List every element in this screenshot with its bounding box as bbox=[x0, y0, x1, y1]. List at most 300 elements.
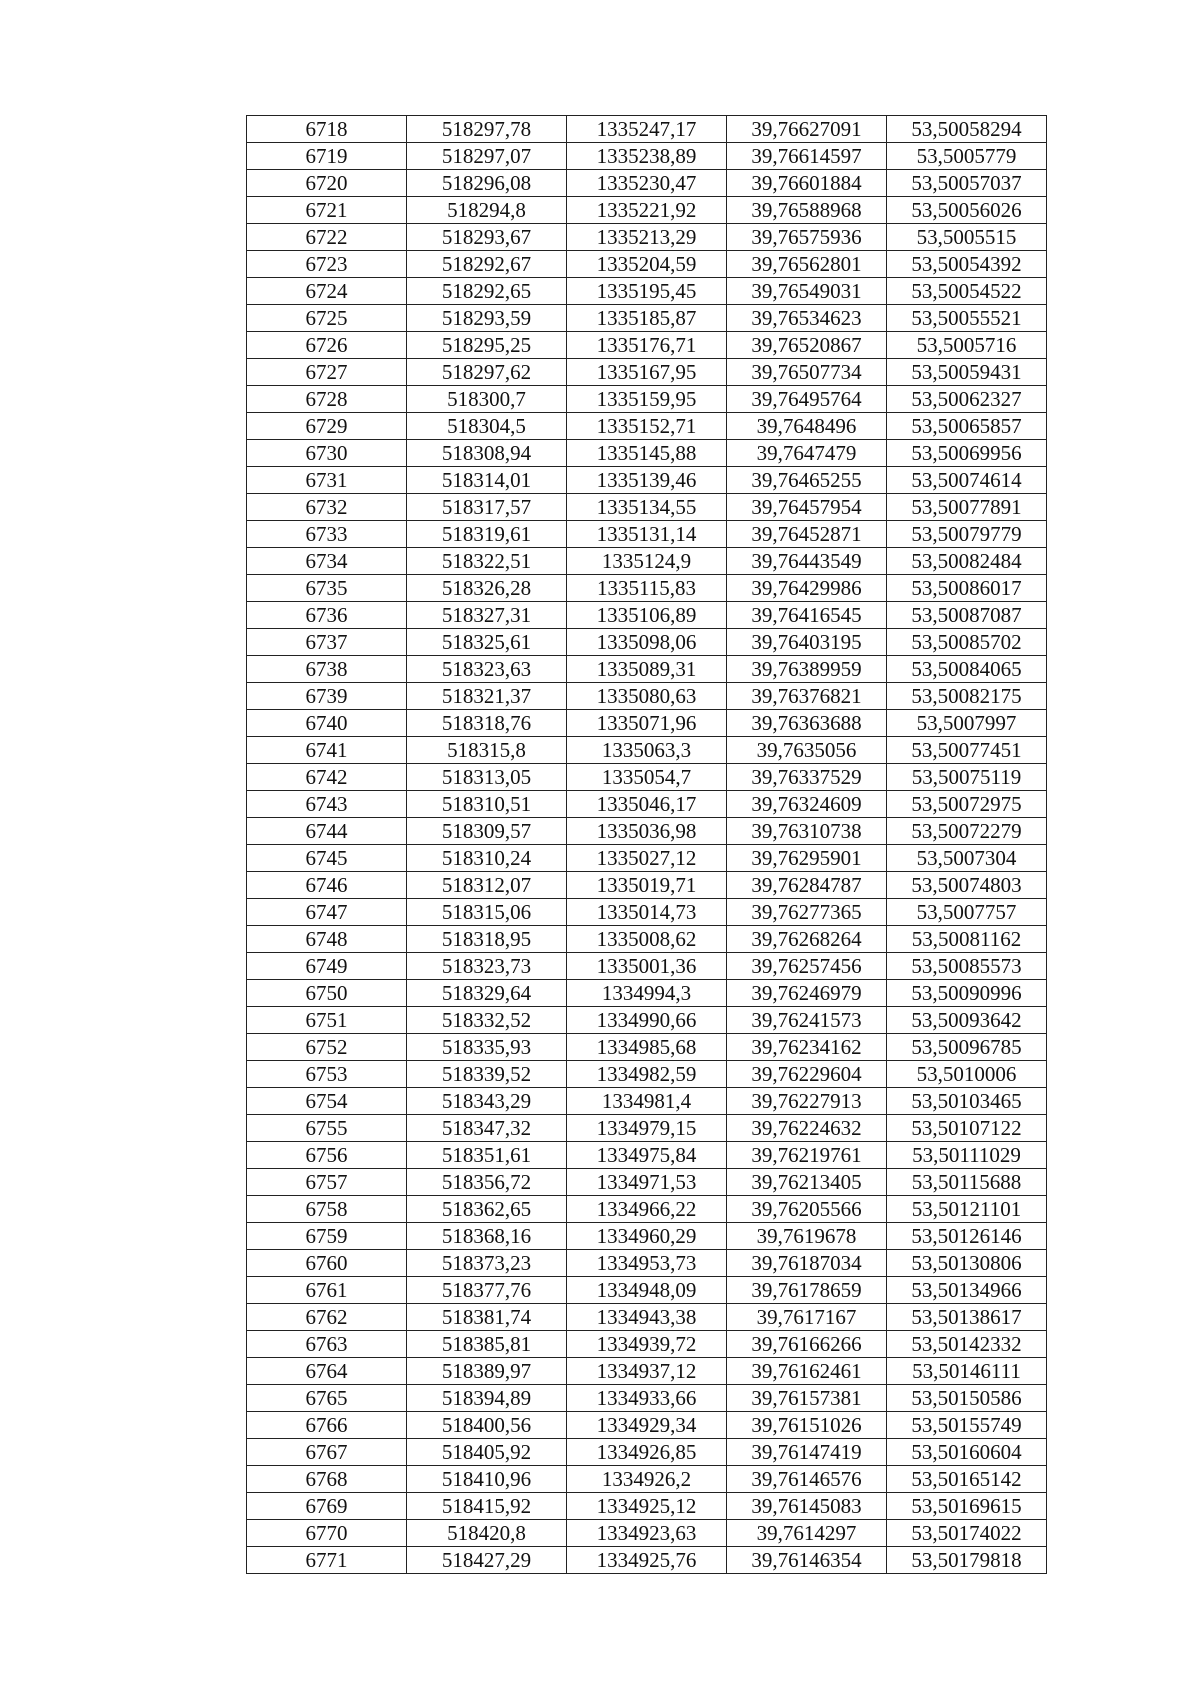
longitude-cell: 39,76310738 bbox=[727, 818, 887, 845]
y-coordinate-cell: 1334943,38 bbox=[567, 1304, 727, 1331]
table-row bbox=[247, 521, 1047, 548]
longitude-cell: 39,76146576 bbox=[727, 1466, 887, 1493]
x-coordinate-cell: 518335,93 bbox=[407, 1034, 567, 1061]
point-number-cell: 6741 bbox=[247, 737, 407, 764]
point-number-cell: 6748 bbox=[247, 926, 407, 953]
table-row bbox=[247, 359, 1047, 386]
point-number-cell: 6763 bbox=[247, 1331, 407, 1358]
table-row bbox=[247, 1142, 1047, 1169]
longitude-cell: 39,76588968 bbox=[727, 197, 887, 224]
coordinates-table-body bbox=[247, 116, 1047, 1574]
latitude-cell: 53,5005515 bbox=[887, 224, 1047, 251]
latitude-cell: 53,50155749 bbox=[887, 1412, 1047, 1439]
y-coordinate-cell: 1334925,12 bbox=[567, 1493, 727, 1520]
point-number-cell: 6758 bbox=[247, 1196, 407, 1223]
latitude-cell: 53,50115688 bbox=[887, 1169, 1047, 1196]
y-coordinate-cell: 1335098,06 bbox=[567, 629, 727, 656]
y-coordinate-cell: 1335134,55 bbox=[567, 494, 727, 521]
latitude-cell: 53,50090996 bbox=[887, 980, 1047, 1007]
x-coordinate-cell: 518294,8 bbox=[407, 197, 567, 224]
y-coordinate-cell: 1335213,29 bbox=[567, 224, 727, 251]
longitude-cell: 39,76457954 bbox=[727, 494, 887, 521]
x-coordinate-cell: 518310,24 bbox=[407, 845, 567, 872]
point-number-cell: 6732 bbox=[247, 494, 407, 521]
y-coordinate-cell: 1335063,3 bbox=[567, 737, 727, 764]
latitude-cell: 53,50077451 bbox=[887, 737, 1047, 764]
longitude-cell: 39,76146354 bbox=[727, 1547, 887, 1574]
latitude-cell: 53,50072975 bbox=[887, 791, 1047, 818]
y-coordinate-cell: 1335071,96 bbox=[567, 710, 727, 737]
table-row bbox=[247, 1547, 1047, 1574]
latitude-cell: 53,50085702 bbox=[887, 629, 1047, 656]
point-number-cell: 6767 bbox=[247, 1439, 407, 1466]
point-number-cell: 6729 bbox=[247, 413, 407, 440]
point-number-cell: 6761 bbox=[247, 1277, 407, 1304]
longitude-cell: 39,76241573 bbox=[727, 1007, 887, 1034]
table-row bbox=[247, 1520, 1047, 1547]
table-row bbox=[247, 1331, 1047, 1358]
table-row bbox=[247, 1088, 1047, 1115]
latitude-cell: 53,50054522 bbox=[887, 278, 1047, 305]
x-coordinate-cell: 518323,73 bbox=[407, 953, 567, 980]
x-coordinate-cell: 518322,51 bbox=[407, 548, 567, 575]
x-coordinate-cell: 518317,57 bbox=[407, 494, 567, 521]
table-row bbox=[247, 1223, 1047, 1250]
y-coordinate-cell: 1334982,59 bbox=[567, 1061, 727, 1088]
latitude-cell: 53,50121101 bbox=[887, 1196, 1047, 1223]
longitude-cell: 39,76416545 bbox=[727, 602, 887, 629]
point-number-cell: 6766 bbox=[247, 1412, 407, 1439]
y-coordinate-cell: 1334933,66 bbox=[567, 1385, 727, 1412]
table-row bbox=[247, 413, 1047, 440]
y-coordinate-cell: 1335247,17 bbox=[567, 116, 727, 143]
latitude-cell: 53,50174022 bbox=[887, 1520, 1047, 1547]
latitude-cell: 53,50079779 bbox=[887, 521, 1047, 548]
point-number-cell: 6743 bbox=[247, 791, 407, 818]
latitude-cell: 53,50069956 bbox=[887, 440, 1047, 467]
longitude-cell: 39,76562801 bbox=[727, 251, 887, 278]
point-number-cell: 6755 bbox=[247, 1115, 407, 1142]
table-row bbox=[247, 1250, 1047, 1277]
y-coordinate-cell: 1334994,3 bbox=[567, 980, 727, 1007]
x-coordinate-cell: 518296,08 bbox=[407, 170, 567, 197]
longitude-cell: 39,7619678 bbox=[727, 1223, 887, 1250]
y-coordinate-cell: 1335046,17 bbox=[567, 791, 727, 818]
latitude-cell: 53,5007757 bbox=[887, 899, 1047, 926]
latitude-cell: 53,50074614 bbox=[887, 467, 1047, 494]
x-coordinate-cell: 518308,94 bbox=[407, 440, 567, 467]
table-row bbox=[247, 1358, 1047, 1385]
y-coordinate-cell: 1335159,95 bbox=[567, 386, 727, 413]
latitude-cell: 53,50057037 bbox=[887, 170, 1047, 197]
latitude-cell: 53,50169615 bbox=[887, 1493, 1047, 1520]
latitude-cell: 53,50085573 bbox=[887, 953, 1047, 980]
longitude-cell: 39,76145083 bbox=[727, 1493, 887, 1520]
longitude-cell: 39,76162461 bbox=[727, 1358, 887, 1385]
x-coordinate-cell: 518362,65 bbox=[407, 1196, 567, 1223]
y-coordinate-cell: 1334975,84 bbox=[567, 1142, 727, 1169]
x-coordinate-cell: 518292,65 bbox=[407, 278, 567, 305]
table-row bbox=[247, 170, 1047, 197]
point-number-cell: 6726 bbox=[247, 332, 407, 359]
y-coordinate-cell: 1334926,2 bbox=[567, 1466, 727, 1493]
y-coordinate-cell: 1334925,76 bbox=[567, 1547, 727, 1574]
y-coordinate-cell: 1335221,92 bbox=[567, 197, 727, 224]
point-number-cell: 6724 bbox=[247, 278, 407, 305]
point-number-cell: 6770 bbox=[247, 1520, 407, 1547]
longitude-cell: 39,76429986 bbox=[727, 575, 887, 602]
point-number-cell: 6721 bbox=[247, 197, 407, 224]
x-coordinate-cell: 518385,81 bbox=[407, 1331, 567, 1358]
longitude-cell: 39,76268264 bbox=[727, 926, 887, 953]
y-coordinate-cell: 1334979,15 bbox=[567, 1115, 727, 1142]
point-number-cell: 6757 bbox=[247, 1169, 407, 1196]
latitude-cell: 53,50065857 bbox=[887, 413, 1047, 440]
x-coordinate-cell: 518309,57 bbox=[407, 818, 567, 845]
latitude-cell: 53,50093642 bbox=[887, 1007, 1047, 1034]
y-coordinate-cell: 1335131,14 bbox=[567, 521, 727, 548]
table-row bbox=[247, 305, 1047, 332]
table-row bbox=[247, 386, 1047, 413]
point-number-cell: 6718 bbox=[247, 116, 407, 143]
table-row bbox=[247, 251, 1047, 278]
longitude-cell: 39,76151026 bbox=[727, 1412, 887, 1439]
x-coordinate-cell: 518313,05 bbox=[407, 764, 567, 791]
y-coordinate-cell: 1335204,59 bbox=[567, 251, 727, 278]
table-row bbox=[247, 737, 1047, 764]
longitude-cell: 39,76166266 bbox=[727, 1331, 887, 1358]
longitude-cell: 39,76575936 bbox=[727, 224, 887, 251]
x-coordinate-cell: 518400,56 bbox=[407, 1412, 567, 1439]
point-number-cell: 6723 bbox=[247, 251, 407, 278]
latitude-cell: 53,50086017 bbox=[887, 575, 1047, 602]
longitude-cell: 39,76234162 bbox=[727, 1034, 887, 1061]
x-coordinate-cell: 518315,8 bbox=[407, 737, 567, 764]
table-row bbox=[247, 1277, 1047, 1304]
table-row bbox=[247, 1007, 1047, 1034]
longitude-cell: 39,76507734 bbox=[727, 359, 887, 386]
table-row bbox=[247, 1196, 1047, 1223]
point-number-cell: 6759 bbox=[247, 1223, 407, 1250]
x-coordinate-cell: 518314,01 bbox=[407, 467, 567, 494]
x-coordinate-cell: 518410,96 bbox=[407, 1466, 567, 1493]
x-coordinate-cell: 518373,23 bbox=[407, 1250, 567, 1277]
x-coordinate-cell: 518300,7 bbox=[407, 386, 567, 413]
latitude-cell: 53,5007997 bbox=[887, 710, 1047, 737]
longitude-cell: 39,76627091 bbox=[727, 116, 887, 143]
point-number-cell: 6768 bbox=[247, 1466, 407, 1493]
y-coordinate-cell: 1334981,4 bbox=[567, 1088, 727, 1115]
point-number-cell: 6752 bbox=[247, 1034, 407, 1061]
longitude-cell: 39,76495764 bbox=[727, 386, 887, 413]
x-coordinate-cell: 518292,67 bbox=[407, 251, 567, 278]
longitude-cell: 39,76520867 bbox=[727, 332, 887, 359]
latitude-cell: 53,50084065 bbox=[887, 656, 1047, 683]
y-coordinate-cell: 1335152,71 bbox=[567, 413, 727, 440]
table-row bbox=[247, 1034, 1047, 1061]
latitude-cell: 53,50087087 bbox=[887, 602, 1047, 629]
longitude-cell: 39,76389959 bbox=[727, 656, 887, 683]
latitude-cell: 53,50111029 bbox=[887, 1142, 1047, 1169]
x-coordinate-cell: 518326,28 bbox=[407, 575, 567, 602]
table-row bbox=[247, 629, 1047, 656]
longitude-cell: 39,76376821 bbox=[727, 683, 887, 710]
x-coordinate-cell: 518325,61 bbox=[407, 629, 567, 656]
x-coordinate-cell: 518368,16 bbox=[407, 1223, 567, 1250]
longitude-cell: 39,76295901 bbox=[727, 845, 887, 872]
point-number-cell: 6765 bbox=[247, 1385, 407, 1412]
x-coordinate-cell: 518377,76 bbox=[407, 1277, 567, 1304]
table-row bbox=[247, 197, 1047, 224]
latitude-cell: 53,50082484 bbox=[887, 548, 1047, 575]
table-row bbox=[247, 980, 1047, 1007]
latitude-cell: 53,50138617 bbox=[887, 1304, 1047, 1331]
point-number-cell: 6745 bbox=[247, 845, 407, 872]
y-coordinate-cell: 1335027,12 bbox=[567, 845, 727, 872]
point-number-cell: 6720 bbox=[247, 170, 407, 197]
point-number-cell: 6734 bbox=[247, 548, 407, 575]
longitude-cell: 39,7614297 bbox=[727, 1520, 887, 1547]
x-coordinate-cell: 518315,06 bbox=[407, 899, 567, 926]
point-number-cell: 6740 bbox=[247, 710, 407, 737]
x-coordinate-cell: 518297,78 bbox=[407, 116, 567, 143]
longitude-cell: 39,76324609 bbox=[727, 791, 887, 818]
table-row bbox=[247, 575, 1047, 602]
y-coordinate-cell: 1334971,53 bbox=[567, 1169, 727, 1196]
point-number-cell: 6735 bbox=[247, 575, 407, 602]
y-coordinate-cell: 1335185,87 bbox=[567, 305, 727, 332]
y-coordinate-cell: 1335106,89 bbox=[567, 602, 727, 629]
x-coordinate-cell: 518329,64 bbox=[407, 980, 567, 1007]
latitude-cell: 53,50055521 bbox=[887, 305, 1047, 332]
table-row bbox=[247, 494, 1047, 521]
longitude-cell: 39,76227913 bbox=[727, 1088, 887, 1115]
table-row bbox=[247, 1493, 1047, 1520]
latitude-cell: 53,50056026 bbox=[887, 197, 1047, 224]
latitude-cell: 53,50096785 bbox=[887, 1034, 1047, 1061]
y-coordinate-cell: 1334929,34 bbox=[567, 1412, 727, 1439]
latitude-cell: 53,50082175 bbox=[887, 683, 1047, 710]
longitude-cell: 39,7648496 bbox=[727, 413, 887, 440]
longitude-cell: 39,76614597 bbox=[727, 143, 887, 170]
longitude-cell: 39,76452871 bbox=[727, 521, 887, 548]
x-coordinate-cell: 518351,61 bbox=[407, 1142, 567, 1169]
longitude-cell: 39,76443549 bbox=[727, 548, 887, 575]
x-coordinate-cell: 518318,95 bbox=[407, 926, 567, 953]
table-row bbox=[247, 224, 1047, 251]
x-coordinate-cell: 518293,67 bbox=[407, 224, 567, 251]
point-number-cell: 6736 bbox=[247, 602, 407, 629]
longitude-cell: 39,76213405 bbox=[727, 1169, 887, 1196]
y-coordinate-cell: 1334985,68 bbox=[567, 1034, 727, 1061]
x-coordinate-cell: 518343,29 bbox=[407, 1088, 567, 1115]
y-coordinate-cell: 1335238,89 bbox=[567, 143, 727, 170]
y-coordinate-cell: 1334937,12 bbox=[567, 1358, 727, 1385]
longitude-cell: 39,7617167 bbox=[727, 1304, 887, 1331]
point-number-cell: 6749 bbox=[247, 953, 407, 980]
coordinates-table bbox=[246, 115, 1047, 1574]
y-coordinate-cell: 1334923,63 bbox=[567, 1520, 727, 1547]
point-number-cell: 6771 bbox=[247, 1547, 407, 1574]
point-number-cell: 6730 bbox=[247, 440, 407, 467]
y-coordinate-cell: 1334953,73 bbox=[567, 1250, 727, 1277]
table-row bbox=[247, 683, 1047, 710]
table-row bbox=[247, 1115, 1047, 1142]
latitude-cell: 53,50103465 bbox=[887, 1088, 1047, 1115]
y-coordinate-cell: 1335036,98 bbox=[567, 818, 727, 845]
table-row bbox=[247, 116, 1047, 143]
table-row bbox=[247, 953, 1047, 980]
x-coordinate-cell: 518427,29 bbox=[407, 1547, 567, 1574]
y-coordinate-cell: 1335139,46 bbox=[567, 467, 727, 494]
latitude-cell: 53,50081162 bbox=[887, 926, 1047, 953]
longitude-cell: 39,76205566 bbox=[727, 1196, 887, 1223]
table-row bbox=[247, 1061, 1047, 1088]
point-number-cell: 6737 bbox=[247, 629, 407, 656]
x-coordinate-cell: 518356,72 bbox=[407, 1169, 567, 1196]
latitude-cell: 53,50074803 bbox=[887, 872, 1047, 899]
y-coordinate-cell: 1334939,72 bbox=[567, 1331, 727, 1358]
longitude-cell: 39,76284787 bbox=[727, 872, 887, 899]
longitude-cell: 39,76229604 bbox=[727, 1061, 887, 1088]
latitude-cell: 53,50150586 bbox=[887, 1385, 1047, 1412]
x-coordinate-cell: 518312,07 bbox=[407, 872, 567, 899]
x-coordinate-cell: 518327,31 bbox=[407, 602, 567, 629]
longitude-cell: 39,76363688 bbox=[727, 710, 887, 737]
point-number-cell: 6738 bbox=[247, 656, 407, 683]
table-row bbox=[247, 602, 1047, 629]
y-coordinate-cell: 1334948,09 bbox=[567, 1277, 727, 1304]
longitude-cell: 39,76257456 bbox=[727, 953, 887, 980]
latitude-cell: 53,50134966 bbox=[887, 1277, 1047, 1304]
point-number-cell: 6728 bbox=[247, 386, 407, 413]
x-coordinate-cell: 518332,52 bbox=[407, 1007, 567, 1034]
point-number-cell: 6756 bbox=[247, 1142, 407, 1169]
x-coordinate-cell: 518318,76 bbox=[407, 710, 567, 737]
table-row bbox=[247, 791, 1047, 818]
table-row bbox=[247, 764, 1047, 791]
y-coordinate-cell: 1334960,29 bbox=[567, 1223, 727, 1250]
x-coordinate-cell: 518394,89 bbox=[407, 1385, 567, 1412]
y-coordinate-cell: 1335008,62 bbox=[567, 926, 727, 953]
longitude-cell: 39,76157381 bbox=[727, 1385, 887, 1412]
latitude-cell: 53,5007304 bbox=[887, 845, 1047, 872]
latitude-cell: 53,50160604 bbox=[887, 1439, 1047, 1466]
longitude-cell: 39,76277365 bbox=[727, 899, 887, 926]
latitude-cell: 53,50126146 bbox=[887, 1223, 1047, 1250]
longitude-cell: 39,76534623 bbox=[727, 305, 887, 332]
x-coordinate-cell: 518347,32 bbox=[407, 1115, 567, 1142]
longitude-cell: 39,76147419 bbox=[727, 1439, 887, 1466]
table-row bbox=[247, 926, 1047, 953]
table-row bbox=[247, 872, 1047, 899]
x-coordinate-cell: 518389,97 bbox=[407, 1358, 567, 1385]
point-number-cell: 6750 bbox=[247, 980, 407, 1007]
y-coordinate-cell: 1335124,9 bbox=[567, 548, 727, 575]
table-row bbox=[247, 818, 1047, 845]
y-coordinate-cell: 1334990,66 bbox=[567, 1007, 727, 1034]
y-coordinate-cell: 1334926,85 bbox=[567, 1439, 727, 1466]
longitude-cell: 39,7635056 bbox=[727, 737, 887, 764]
latitude-cell: 53,5005716 bbox=[887, 332, 1047, 359]
x-coordinate-cell: 518295,25 bbox=[407, 332, 567, 359]
longitude-cell: 39,76403195 bbox=[727, 629, 887, 656]
x-coordinate-cell: 518323,63 bbox=[407, 656, 567, 683]
table-row bbox=[247, 278, 1047, 305]
longitude-cell: 39,76465255 bbox=[727, 467, 887, 494]
latitude-cell: 53,5010006 bbox=[887, 1061, 1047, 1088]
y-coordinate-cell: 1335167,95 bbox=[567, 359, 727, 386]
table-row bbox=[247, 1466, 1047, 1493]
point-number-cell: 6747 bbox=[247, 899, 407, 926]
latitude-cell: 53,50062327 bbox=[887, 386, 1047, 413]
latitude-cell: 53,50075119 bbox=[887, 764, 1047, 791]
longitude-cell: 39,76187034 bbox=[727, 1250, 887, 1277]
table-row bbox=[247, 1304, 1047, 1331]
table-row bbox=[247, 899, 1047, 926]
longitude-cell: 39,76224632 bbox=[727, 1115, 887, 1142]
point-number-cell: 6727 bbox=[247, 359, 407, 386]
point-number-cell: 6722 bbox=[247, 224, 407, 251]
y-coordinate-cell: 1335080,63 bbox=[567, 683, 727, 710]
x-coordinate-cell: 518321,37 bbox=[407, 683, 567, 710]
x-coordinate-cell: 518304,5 bbox=[407, 413, 567, 440]
latitude-cell: 53,50058294 bbox=[887, 116, 1047, 143]
table-row bbox=[247, 710, 1047, 737]
latitude-cell: 53,5005779 bbox=[887, 143, 1047, 170]
x-coordinate-cell: 518339,52 bbox=[407, 1061, 567, 1088]
longitude-cell: 39,76246979 bbox=[727, 980, 887, 1007]
y-coordinate-cell: 1335195,45 bbox=[567, 278, 727, 305]
point-number-cell: 6731 bbox=[247, 467, 407, 494]
x-coordinate-cell: 518293,59 bbox=[407, 305, 567, 332]
point-number-cell: 6725 bbox=[247, 305, 407, 332]
point-number-cell: 6719 bbox=[247, 143, 407, 170]
longitude-cell: 39,7647479 bbox=[727, 440, 887, 467]
table-row bbox=[247, 1439, 1047, 1466]
point-number-cell: 6744 bbox=[247, 818, 407, 845]
table-row bbox=[247, 656, 1047, 683]
y-coordinate-cell: 1335176,71 bbox=[567, 332, 727, 359]
latitude-cell: 53,50130806 bbox=[887, 1250, 1047, 1277]
point-number-cell: 6764 bbox=[247, 1358, 407, 1385]
table-row bbox=[247, 548, 1047, 575]
latitude-cell: 53,50142332 bbox=[887, 1331, 1047, 1358]
table-row bbox=[247, 332, 1047, 359]
x-coordinate-cell: 518381,74 bbox=[407, 1304, 567, 1331]
point-number-cell: 6762 bbox=[247, 1304, 407, 1331]
y-coordinate-cell: 1334966,22 bbox=[567, 1196, 727, 1223]
x-coordinate-cell: 518420,8 bbox=[407, 1520, 567, 1547]
latitude-cell: 53,50072279 bbox=[887, 818, 1047, 845]
latitude-cell: 53,50107122 bbox=[887, 1115, 1047, 1142]
y-coordinate-cell: 1335001,36 bbox=[567, 953, 727, 980]
point-number-cell: 6760 bbox=[247, 1250, 407, 1277]
point-number-cell: 6742 bbox=[247, 764, 407, 791]
table-row bbox=[247, 1169, 1047, 1196]
longitude-cell: 39,76178659 bbox=[727, 1277, 887, 1304]
y-coordinate-cell: 1335115,83 bbox=[567, 575, 727, 602]
longitude-cell: 39,76337529 bbox=[727, 764, 887, 791]
x-coordinate-cell: 518405,92 bbox=[407, 1439, 567, 1466]
point-number-cell: 6739 bbox=[247, 683, 407, 710]
x-coordinate-cell: 518297,07 bbox=[407, 143, 567, 170]
longitude-cell: 39,76549031 bbox=[727, 278, 887, 305]
table-row bbox=[247, 1412, 1047, 1439]
point-number-cell: 6769 bbox=[247, 1493, 407, 1520]
point-number-cell: 6754 bbox=[247, 1088, 407, 1115]
latitude-cell: 53,50059431 bbox=[887, 359, 1047, 386]
